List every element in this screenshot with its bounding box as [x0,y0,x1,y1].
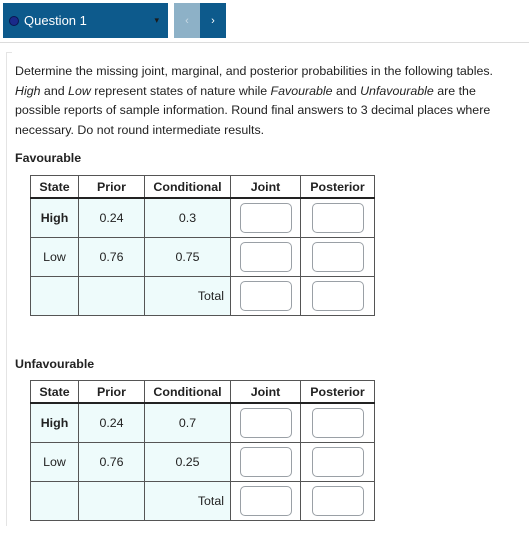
question-selector[interactable] [3,3,168,38]
posterior-total-cell [301,277,375,316]
column-header-posterior: Posterior [301,176,375,199]
column-header-joint: Joint [231,176,301,199]
chevron-right-icon: › [211,14,215,27]
joint-cell [231,198,301,238]
joint-total-input[interactable] [240,281,292,311]
table-row [31,198,375,238]
state-cell: Low [31,238,79,277]
joint-total-cell [231,277,301,316]
left-divider [6,52,7,526]
posterior-input[interactable] [312,203,364,233]
chevron-left-icon: ‹ [185,14,189,27]
joint-cell [231,238,301,277]
joint-input[interactable] [240,203,292,233]
table-row [31,403,375,443]
state-cell: Low [31,443,79,482]
joint-input[interactable] [240,242,292,272]
previous-question-button[interactable] [174,3,200,38]
column-header-state: State [31,176,79,199]
unfavourable-table [30,380,375,521]
total-row [31,482,375,521]
joint-cell [231,403,301,443]
table-header-row [31,381,375,404]
conditional-cell: 0.7 [145,403,231,443]
empty-cell [31,277,79,316]
posterior-cell [301,198,375,238]
column-header-joint: Joint [231,381,301,404]
posterior-cell [301,443,375,482]
question-label: Question 1 [24,13,87,28]
column-header-state: State [31,381,79,404]
conditional-cell: 0.3 [145,198,231,238]
prior-cell: 0.24 [79,198,145,238]
joint-total-cell [231,482,301,521]
state-cell: High [31,403,79,443]
posterior-total-cell [301,482,375,521]
total-label: Total [145,482,231,521]
joint-total-input[interactable] [240,486,292,516]
column-header-prior: Prior [79,381,145,404]
column-header-conditional: Conditional [145,381,231,404]
next-question-button[interactable] [200,3,226,38]
top-bar [0,0,529,43]
posterior-total-input[interactable] [312,281,364,311]
posterior-cell [301,403,375,443]
prior-cell: 0.24 [79,403,145,443]
column-header-conditional: Conditional [145,176,231,199]
conditional-cell: 0.75 [145,238,231,277]
favourable-table [30,175,375,316]
table-header-row [31,176,375,199]
empty-cell [31,482,79,521]
posterior-input[interactable] [312,242,364,272]
empty-cell [79,277,145,316]
total-row [31,277,375,316]
total-label: Total [145,277,231,316]
posterior-total-input[interactable] [312,486,364,516]
status-dot-icon [9,16,19,26]
favourable-heading: Favourable [15,151,82,165]
table-row [31,443,375,482]
joint-input[interactable] [240,408,292,438]
conditional-cell: 0.25 [145,443,231,482]
chevron-down-icon: ▾ [154,15,159,25]
column-header-prior: Prior [79,176,145,199]
prior-cell: 0.76 [79,238,145,277]
unfavourable-heading: Unfavourable [15,357,95,371]
state-cell: High [31,198,79,238]
question-content [0,52,529,533]
posterior-input[interactable] [312,408,364,438]
table-row [31,238,375,277]
column-header-posterior: Posterior [301,381,375,404]
posterior-cell [301,238,375,277]
left-divider-tick [6,52,12,53]
empty-cell [79,482,145,521]
joint-input[interactable] [240,447,292,477]
prior-cell: 0.76 [79,443,145,482]
question-text: Determine the missing joint, marginal, and posterior probabilities in the following tables. High and Low represent states of nature while Favourable and Unfavourable are the possible reports of sample information. Round final answers to 3 decimal places where necessary. Do not round intermediate results. [15,64,493,137]
joint-cell [231,443,301,482]
posterior-input[interactable] [312,447,364,477]
